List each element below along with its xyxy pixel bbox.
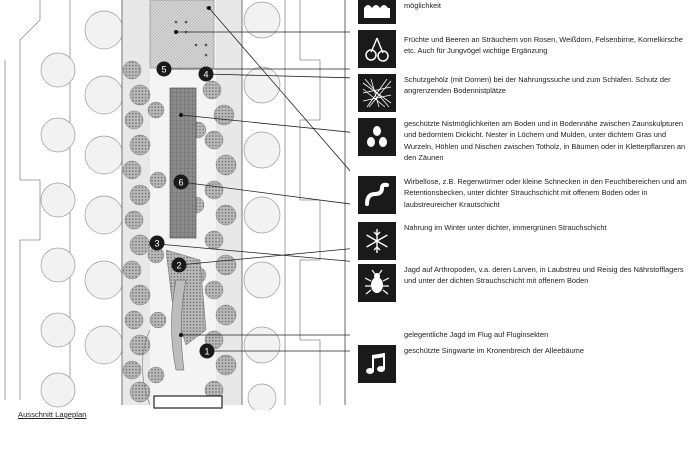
legend-text-insect: Jagd auf Arthropoden, v.a. deren Larven, in Laubstreu und Reisig des Nährstofflagers und unter der dichten Strauchschicht mit offenem Boden [404,265,684,286]
marker-2-label: 2 [176,260,182,271]
marker-5-label: 5 [161,64,167,75]
music-note-icon [358,345,396,383]
site-plan [0,0,350,410]
marker-1 [200,344,215,359]
marker-6-label: 6 [178,177,184,188]
nest-box-area [150,0,214,68]
plan-caption: Ausschnitt Lageplan [18,410,87,419]
thorn-scribble-icon [358,74,396,112]
marker-4-label: 4 [203,69,209,80]
legend-text-song: geschützte Singwarte im Kronenbreich der Alleebäume [404,346,584,355]
beetle-icon [358,264,396,302]
legend-text-winter: Nahrung im Winter unter dichter, immergrünen Strauchschicht [404,223,607,232]
legend-text-worm: Wirbellose, z.B. Regenwürmer oder kleine Schnecken in den Feuchtbereichen und am Retentionsbecken, unter dichter Strauchschicht mit offenem Boden oder in laubstreureicher Krautschicht [404,177,687,209]
legend-text-shelter: Schutzgehölz (mit Dornen) bei der Nahrungssuche und zum Schlafen. Schutz der angrenzenden Bodennistplätze [404,75,671,96]
marker-2 [172,258,187,273]
legend-text-nesting: möglichkeit [404,1,441,10]
marker-1-label: 1 [204,346,210,357]
legend-text-flight: gelegentliche Jagd im Flug auf Fluginsekten [404,330,549,339]
marker-3-label: 3 [154,238,160,249]
nesting-icon [358,0,396,24]
marker-6 [174,175,189,190]
legend-text-eggs: geschützte Nistmöglichkeiten am Boden und in Bodennähe zwischen Zaunskulpturen und bedorntem Dickicht. Nester in Löchern und Mulden, unter dichtem Gras und Wurzeln, Höhlen und Nischen zwischen Totholz, in Bäumen oder in Kletterpflanzen an den Zäunen [404,119,686,162]
eggs-icon [358,118,396,156]
nutrient-storage [170,88,196,238]
bench [154,396,222,408]
marker-4 [199,67,214,82]
cherry-icon [358,30,396,68]
marker-5 [157,62,172,77]
worm-icon [358,176,396,214]
snowflake-icon [358,222,396,260]
legend-text-fruit: Früchte und Beeren an Sträuchern von Rosen, Weißdorn, Felsenbirne, Kornelkirsche etc. Auch für Jungvögel wichtige Ergänzung [404,35,683,56]
marker-3 [150,236,165,251]
